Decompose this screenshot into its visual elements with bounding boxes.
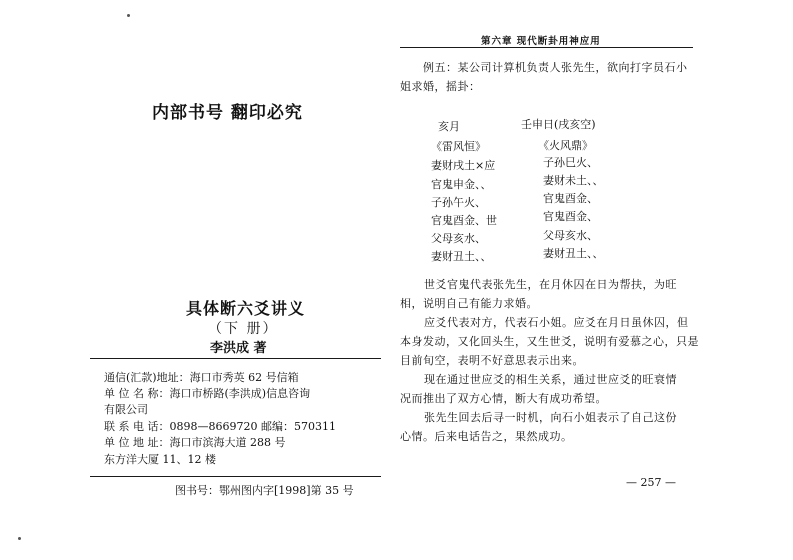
paragraph-line: 世爻官鬼代表张先生，在月休囚在日为帮扶，为旺: [424, 278, 677, 291]
info-line-phone: 联 系 电 话：0898—8669720 邮编：570311: [104, 420, 336, 433]
info-line-company: 单 位 名 称：海口市桥路(李洪成)信息咨询: [104, 387, 311, 400]
page-number: — 257 —: [626, 476, 676, 489]
book-number: 图书号：鄂州图内字[1998]第 35 号: [175, 484, 354, 497]
bottom-divider: [90, 476, 381, 477]
hexagram-left-line: 父母亥水、: [431, 232, 486, 245]
hexagram-right-line: 官鬼酉金、: [543, 192, 598, 205]
hexagram-left-line: 子孙午火、: [431, 196, 486, 209]
day-label: 壬申日(戌亥空): [521, 118, 596, 131]
scan-speck: [18, 537, 21, 540]
paragraph-line: 张先生回去后寻一时机，向石小姐表示了自己这份: [424, 411, 677, 424]
chapter-header: 第六章 现代断卦用神应用: [481, 36, 601, 47]
scan-speck: [127, 14, 130, 17]
left-page: [0, 0, 395, 560]
hexagram-left-line: 妻财丑土、、: [431, 250, 492, 263]
month-label: 亥月: [438, 120, 460, 133]
hexagram-right-name: 《火风鼎》: [538, 139, 593, 152]
top-divider: [90, 358, 381, 359]
copyright-notice: 内部书号 翻印必究: [152, 103, 303, 123]
hexagram-left-name: 《雷风恒》: [431, 140, 486, 153]
paragraph-line: 本身发动，又化回头生，又生世爻，说明有爱慕之心，只是: [400, 335, 699, 348]
paragraph-line: 现在通过世应爻的相生关系，通过世应爻的旺衰情: [424, 373, 677, 386]
paragraph-line: 应爻代表对方，代表石小姐。应爻在月日虽休囚，但: [424, 316, 689, 329]
header-rule: [400, 47, 693, 48]
hexagram-right-line: 妻财未土、、: [543, 174, 604, 187]
book-title: 具体断六爻讲义: [186, 299, 306, 318]
info-line-location: 单 位 地 址：海口市滨海大道 288 号: [104, 436, 286, 449]
hexagram-right-line: 父母亥水、: [543, 229, 598, 242]
paragraph-line: 目前旬空，表明不好意思表示出来。: [400, 354, 584, 367]
example-line-1: 例五：某公司计算机负责人张先生，欲向打字员石小: [423, 61, 688, 74]
info-line-location-cont: 东方洋大厦 11、12 楼: [104, 453, 216, 466]
hexagram-right-line: 妻财丑土、、: [543, 247, 604, 260]
paragraph-line: 心情。后来电话告之，果然成功。: [400, 430, 573, 443]
hexagram-left-line: 官鬼酉金、世: [431, 214, 497, 227]
paragraph-line: 相，说明自己有能力求婚。: [400, 297, 538, 310]
info-line-address: 通信(汇款)地址：海口市秀英 62 号信箱: [104, 371, 299, 384]
paragraph-line: 况而推出了双方心情，断大有成功希望。: [400, 392, 607, 405]
volume-label: （下 册）: [208, 321, 279, 337]
hexagram-right-line: 官鬼酉金、: [543, 210, 598, 223]
hexagram-right-line: 子孙巳火、: [543, 156, 598, 169]
author-line: 李洪成 著: [210, 341, 267, 356]
example-line-2: 姐求婚，摇卦：: [400, 80, 481, 93]
hexagram-left-line: 妻财戌土×应: [431, 159, 496, 172]
hexagram-left-line: 官鬼申金、、: [431, 178, 492, 191]
right-page: [395, 0, 793, 560]
info-line-company-cont: 有限公司: [104, 403, 148, 416]
